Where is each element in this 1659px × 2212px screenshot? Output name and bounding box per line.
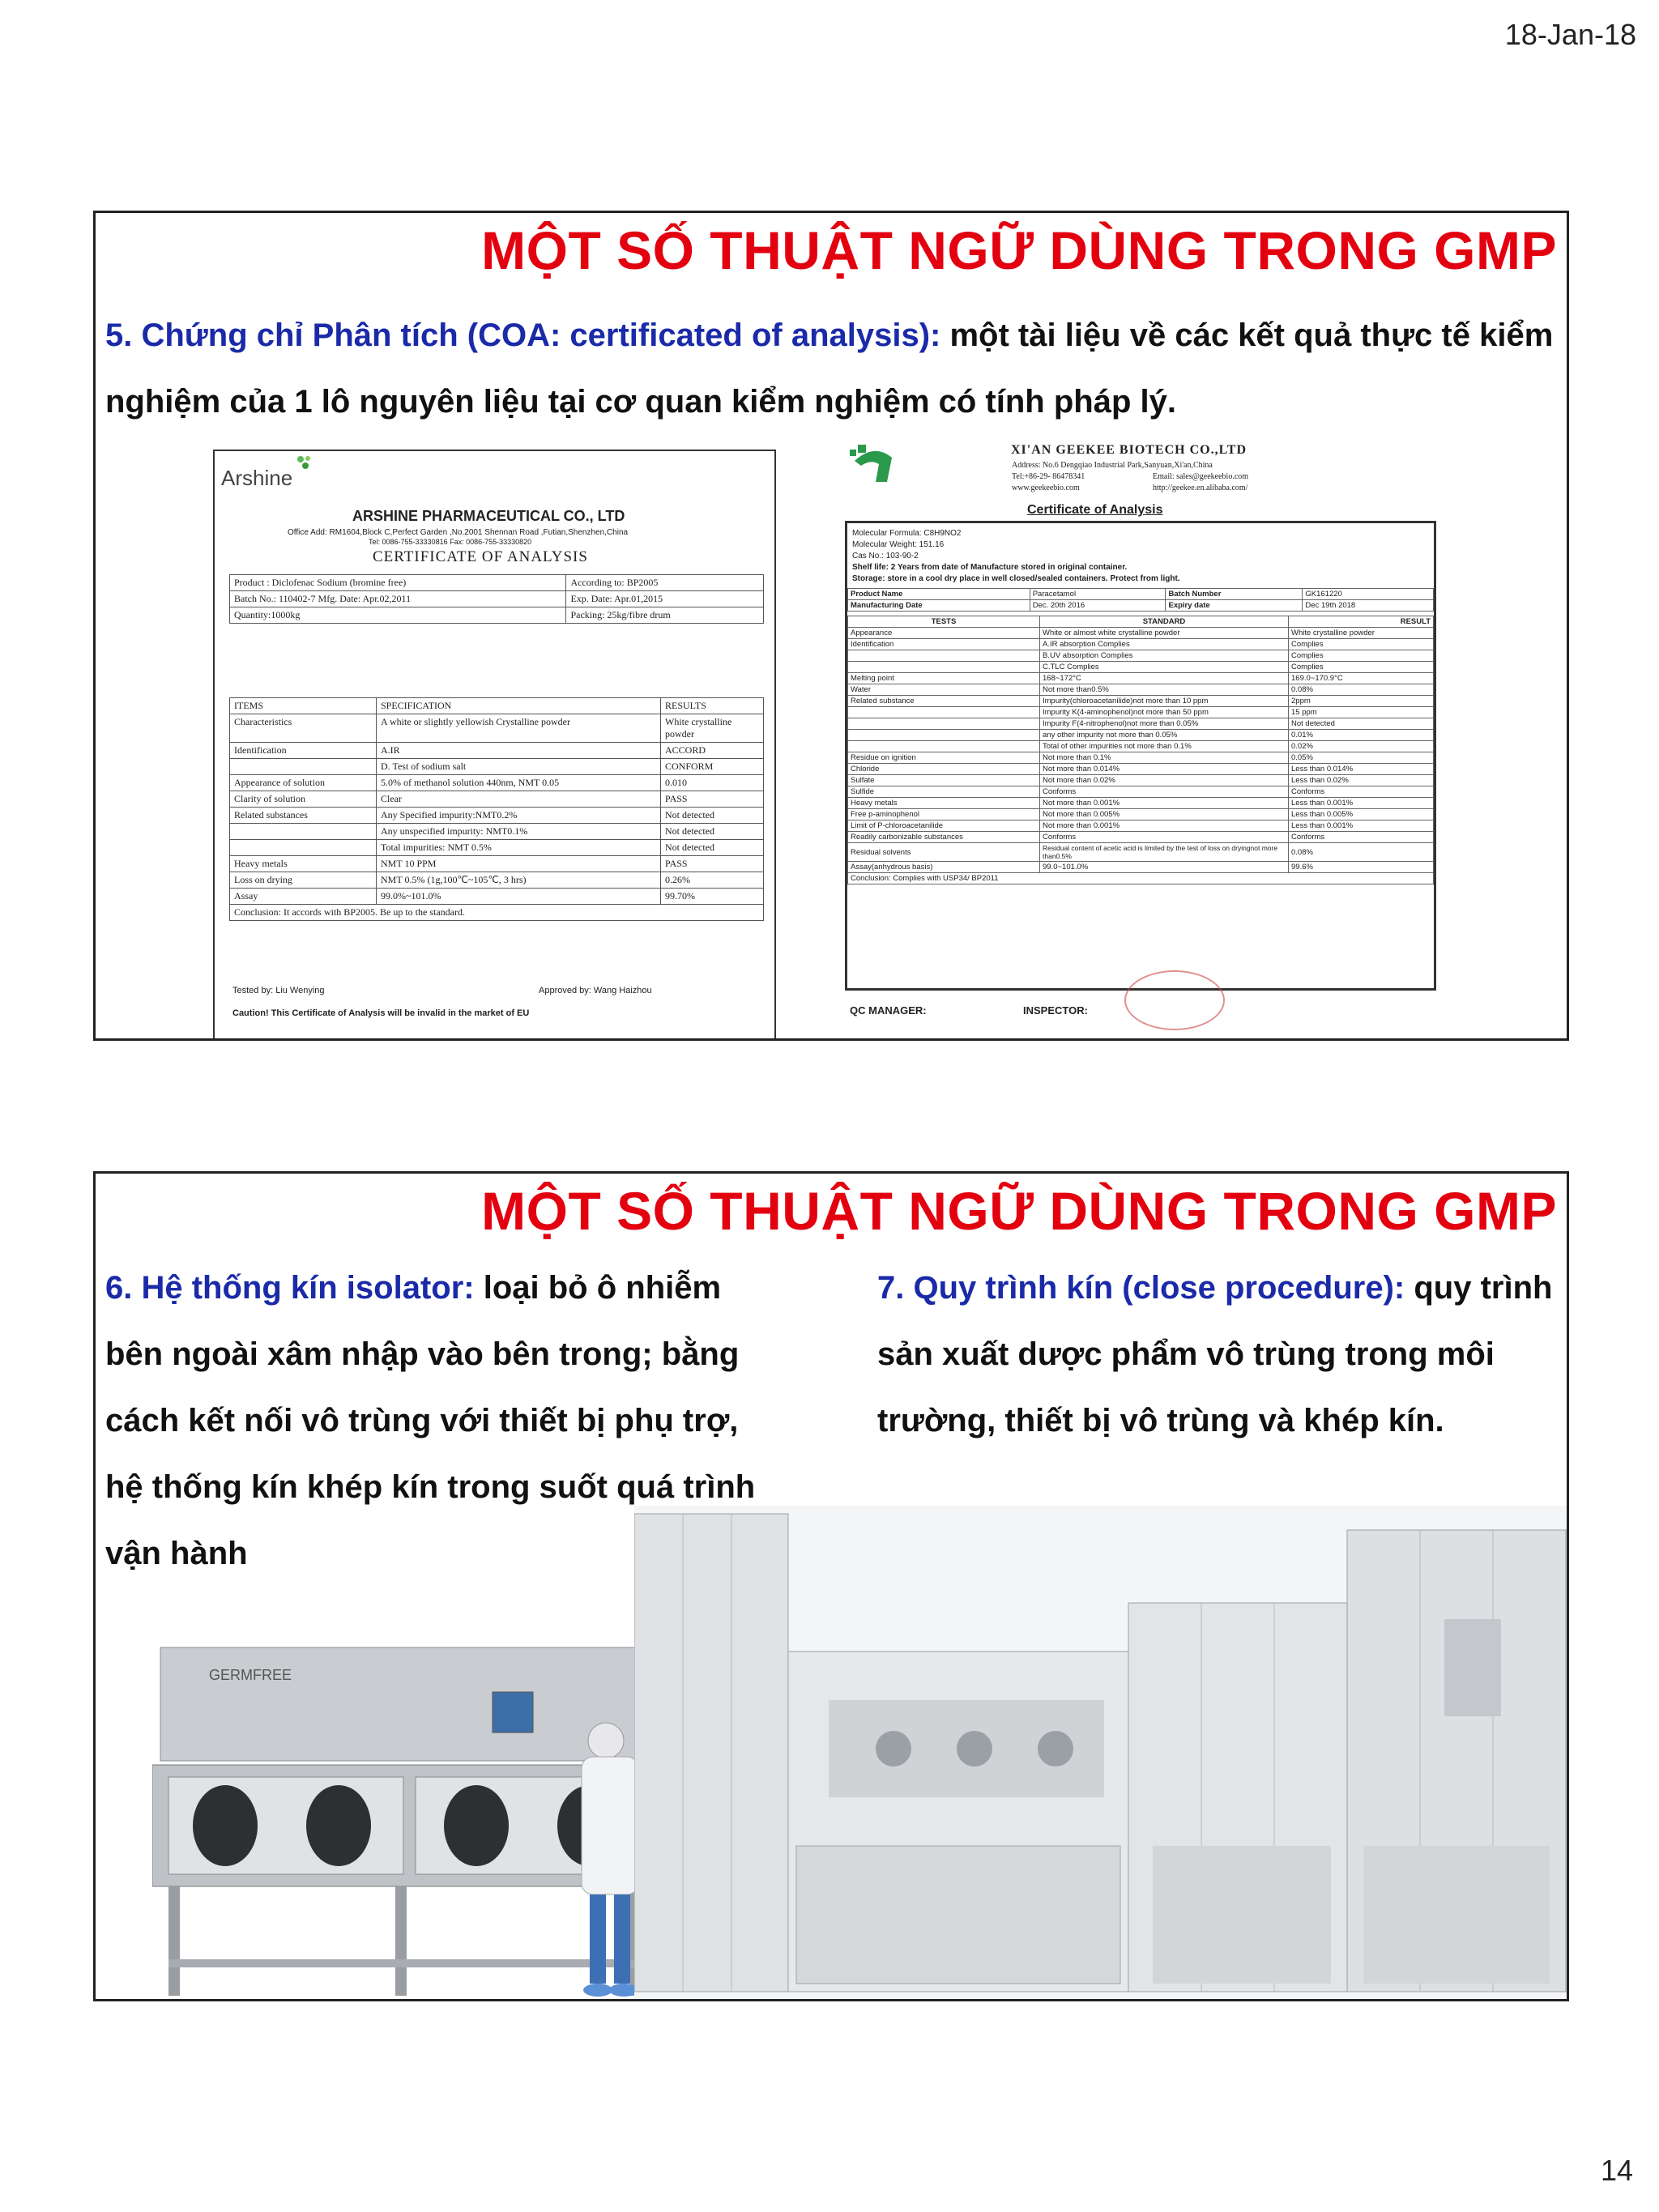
seal-stamp: [1124, 970, 1225, 1030]
coa2-heading: Certificate of Analysis: [1027, 503, 1163, 517]
table-row: [230, 591, 764, 607]
table-cell: Sulfide: [848, 786, 1040, 798]
table-cell: 0.08%: [1289, 843, 1434, 862]
table-cell: Batch No.: 110402-7 Mfg. Date: Apr.02,2011: [230, 591, 566, 607]
coa-tested-by: Tested by: Liu Wenying: [232, 986, 325, 995]
table-cell: PASS: [661, 791, 764, 808]
table-cell: White or almost white crystalline powder: [1040, 628, 1289, 639]
table-cell: White crystalline powder: [1289, 628, 1434, 639]
term-label: 6. Hệ thống kín isolator:: [105, 1270, 475, 1306]
table-cell: Appearance of solution: [230, 775, 377, 791]
table-row: [848, 696, 1434, 707]
table-cell: Assay: [230, 889, 377, 905]
table-cell: NMT 10 PPM: [377, 856, 661, 872]
table-cell: Dec. 20th 2016: [1030, 600, 1166, 612]
page-number: 14: [1600, 2154, 1633, 2187]
table-cell: CONFORM: [661, 759, 764, 775]
table-cell: Conclusion: It accords with BP2005. Be up to the standard.: [230, 905, 764, 921]
table-cell: Residual content of acetic acid is limited by the test of loss on dryingnot more than0.5%: [1040, 843, 1289, 862]
table-cell: Complies: [1289, 639, 1434, 650]
table-cell: Not more than 0.001%: [1040, 798, 1289, 809]
table-cell: Any Specified impurity:NMT0.2%: [377, 808, 661, 824]
geekee-logo-icon: [847, 441, 902, 490]
table-row: [230, 824, 764, 840]
table-cell: [230, 840, 377, 856]
table-cell: Sulfate: [848, 775, 1040, 786]
table-cell: [848, 718, 1040, 730]
coa-address: Office Add: RM1604,Block C,Perfect Garden ,No.2001 Shennan Road ,Futian,Shenzhen,China: [288, 528, 629, 537]
table-cell: Not more than 0.001%: [1040, 820, 1289, 832]
coa-approved-by: Approved by: Wang Haizhou: [539, 986, 652, 995]
table-row: [848, 673, 1434, 684]
table-cell: Characteristics: [230, 714, 377, 743]
term-definition: loại bỏ ô nhiễm bên ngoài xâm nhập vào bên trong; bằng cách kết nối vô trùng với thiết bị phụ trợ, hệ thống kín khép kín trong suốt quá trình vận hành: [105, 1270, 756, 1571]
table-row: [848, 764, 1434, 775]
table-cell: 169.0~170.9°C: [1289, 673, 1434, 684]
table-cell: Residual solvents: [848, 843, 1040, 862]
table-cell: NMT 0.5% (1g,100℃~105℃, 3 hrs): [377, 872, 661, 889]
coa-definition: [105, 302, 1563, 435]
table-row: [848, 662, 1434, 673]
table-cell: [848, 707, 1040, 718]
coa2-meta: [852, 528, 1180, 585]
table-cell: Assay(anhydrous basis): [848, 862, 1040, 873]
closed-production-line-illustration: [634, 1506, 1569, 2001]
table-row: [230, 905, 764, 921]
coa-document-geekee: [829, 440, 1533, 1039]
coa2-email: Email: sales@geekeebio.com: [1153, 472, 1249, 481]
table-cell: Manufacturing Date: [848, 600, 1030, 612]
table-cell: Less than 0.014%: [1289, 764, 1434, 775]
table-row: [848, 775, 1434, 786]
qc-manager-label: QC MANAGER:: [850, 1004, 927, 1016]
table-row: [848, 832, 1434, 843]
page-date: 18-Jan-18: [1504, 18, 1636, 51]
table-cell: Conforms: [1289, 786, 1434, 798]
coa-document-arshine: [213, 450, 776, 1041]
table-cell: [848, 650, 1040, 662]
table-cell: Melting point: [848, 673, 1040, 684]
table-cell: Chloride: [848, 764, 1040, 775]
table-cell: Exp. Date: Apr.01,2015: [566, 591, 764, 607]
table-cell: Heavy metals: [230, 856, 377, 872]
table-cell: Total of other impurities not more than 0.1%: [1040, 741, 1289, 752]
table-row: [848, 730, 1434, 741]
table-row: [230, 872, 764, 889]
table-cell: 99.0~101.0%: [1040, 862, 1289, 873]
table-row: [848, 786, 1434, 798]
coa2-results-table: [847, 588, 1434, 612]
table-cell: D. Test of sodium salt: [377, 759, 661, 775]
table-row: [230, 759, 764, 775]
table-cell: Readily carbonizable substances: [848, 832, 1040, 843]
meta-line: Molecular Formula: C8H9NO2: [852, 529, 962, 538]
table-cell: Related substances: [230, 808, 377, 824]
table-row: [848, 862, 1434, 873]
table-cell: Loss on drying: [230, 872, 377, 889]
table-cell: 99.70%: [661, 889, 764, 905]
slide-title: MỘT SỐ THUẬT NGỮ DÙNG TRONG GMP: [481, 1181, 1557, 1241]
term-label: 5. Chứng chỉ Phân tích (COA: certificated of analysis):: [105, 318, 941, 353]
table-row: [848, 820, 1434, 832]
table-header: RESULT: [1289, 616, 1434, 628]
table-cell: Product Name: [848, 589, 1030, 600]
table-cell: Limit of P-chloroacetanilide: [848, 820, 1040, 832]
table-cell: 0.010: [661, 775, 764, 791]
table-cell: [848, 662, 1040, 673]
table-cell: Not more than 0.005%: [1040, 809, 1289, 820]
coa2-web-alibaba: http://geekee.en.alibaba.com/: [1153, 484, 1248, 492]
table-cell: Heavy metals: [848, 798, 1040, 809]
table-cell: 0.26%: [661, 872, 764, 889]
table-cell: 2ppm: [1289, 696, 1434, 707]
meta-line: Molecular Weight: 151.16: [852, 540, 945, 549]
table-cell: Total impurities: NMT 0.5%: [377, 840, 661, 856]
coa-company: ARSHINE PHARMACEUTICAL CO., LTD: [352, 508, 625, 524]
table-cell: Free p-aminophenol: [848, 809, 1040, 820]
meta-line: Cas No.: 103-90-2: [852, 552, 919, 560]
table-header: RESULTS: [661, 698, 764, 714]
table-cell: Less than 0.001%: [1289, 820, 1434, 832]
coa-heading: CERTIFICATE OF ANALYSIS: [373, 548, 588, 565]
table-row: [848, 741, 1434, 752]
table-cell: 99.0%~101.0%: [377, 889, 661, 905]
coa-results-table: [229, 697, 764, 921]
table-row: [230, 607, 764, 624]
coa2-web: www.geekeebio.com: [1012, 484, 1080, 492]
coa-tel: Tel: 0086-755-33330816 Fax: 0086-755-33330820: [369, 538, 532, 546]
table-cell: 0.02%: [1289, 741, 1434, 752]
table-row: [848, 589, 1434, 600]
table-header-row: [230, 698, 764, 714]
table-cell: Not detected: [661, 808, 764, 824]
table-cell: Conclusion: Complies with USP34/ BP2011: [848, 873, 1434, 884]
leaf-icon: [296, 454, 313, 472]
coa2-address: Address: No.6 Dengqiao Industrial Park,Sanyuan,Xi'an,China: [1012, 461, 1213, 470]
table-row: [848, 628, 1434, 639]
table-cell: [848, 741, 1040, 752]
table-cell: Impurity(chloroacetanilide)not more than 10 ppm: [1040, 696, 1289, 707]
table-cell: Related substance: [848, 696, 1040, 707]
table-row: [848, 718, 1434, 730]
table-row: [848, 873, 1434, 884]
term-label: 7. Quy trình kín (close procedure):: [877, 1270, 1405, 1306]
table-header: TESTS: [848, 616, 1040, 628]
table-cell: Batch Number: [1166, 589, 1303, 600]
coa2-tel: Tel:+86-29- 86478341: [1012, 472, 1085, 481]
arshine-logo: Arshine: [221, 466, 293, 490]
table-cell: Impurity K(4-aminophenol)not more than 50 ppm: [1040, 707, 1289, 718]
table-header: ITEMS: [230, 698, 377, 714]
table-cell: 15 ppm: [1289, 707, 1434, 718]
table-cell: Dec 19th 2018: [1303, 600, 1434, 612]
table-cell: Conforms: [1040, 786, 1289, 798]
table-cell: Not more than0.5%: [1040, 684, 1289, 696]
table-row: [230, 856, 764, 872]
meta-line: Shelf life: 2 Years from date of Manufacture stored in original container.: [852, 563, 1128, 572]
table-cell: Clarity of solution: [230, 791, 377, 808]
table-cell: [848, 730, 1040, 741]
table-row: [848, 650, 1434, 662]
table-row: [848, 600, 1434, 612]
table-cell: Any unspecified impurity: NMT0.1%: [377, 824, 661, 840]
slide-coa: [93, 211, 1569, 1041]
table-cell: 0.01%: [1289, 730, 1434, 741]
table-row: [848, 843, 1434, 862]
table-cell: Residue on ignition: [848, 752, 1040, 764]
table-cell: Expiry date: [1166, 600, 1303, 612]
isolator-illustration: [152, 1643, 703, 2000]
table-cell: Not detected: [661, 824, 764, 840]
table-cell: Paracetamol: [1030, 589, 1166, 600]
table-cell: Less than 0.001%: [1289, 798, 1434, 809]
table-cell: PASS: [661, 856, 764, 872]
coa-info-table: [229, 574, 764, 624]
slide-closed-systems: [93, 1171, 1569, 2001]
table-row: [848, 639, 1434, 650]
coa2-tests-table: [847, 616, 1434, 884]
table-cell: ACCORD: [661, 743, 764, 759]
table-cell: A.IR absorption Complies: [1040, 639, 1289, 650]
table-cell: [230, 759, 377, 775]
table-cell: 5.0% of methanol solution 440nm, NMT 0.05: [377, 775, 661, 791]
meta-line: Storage: store in a cool dry place in well closed/sealed containers. Protect from light.: [852, 574, 1180, 583]
coa2-content-box: [845, 521, 1436, 991]
table-cell: White crystalline powder: [661, 714, 764, 743]
table-cell: B.UV absorption Complies: [1040, 650, 1289, 662]
table-row: [230, 575, 764, 591]
table-row: [230, 714, 764, 743]
table-row: [230, 791, 764, 808]
term-definition: quy trình sản xuất dược phẩm vô trùng trong môi trường, thiết bị vô trùng và khép kín.: [877, 1270, 1553, 1438]
table-row: [848, 707, 1434, 718]
table-cell: Identification: [848, 639, 1040, 650]
table-cell: Product : Diclofenac Sodium (bromine free): [230, 575, 566, 591]
table-cell: Not more than 0.02%: [1040, 775, 1289, 786]
table-cell: any other impurity not more than 0.05%: [1040, 730, 1289, 741]
table-row: [848, 752, 1434, 764]
table-row: [230, 775, 764, 791]
table-cell: A.IR: [377, 743, 661, 759]
table-cell: 168~172°C: [1040, 673, 1289, 684]
coa-caution: Caution! This Certificate of Analysis will be invalid in the market of EU: [232, 1008, 530, 1018]
table-cell: 0.05%: [1289, 752, 1434, 764]
table-cell: According to: BP2005: [566, 575, 764, 591]
table-cell: Quantity:1000kg: [230, 607, 566, 624]
table-cell: Conforms: [1289, 832, 1434, 843]
table-cell: Complies: [1289, 650, 1434, 662]
coa2-company: XI'AN GEEKEE BIOTECH CO.,LTD: [1011, 443, 1247, 457]
table-row: [848, 684, 1434, 696]
table-cell: Less than 0.02%: [1289, 775, 1434, 786]
table-row: [230, 808, 764, 824]
table-cell: 99.6%: [1289, 862, 1434, 873]
term-definition: một tài liệu về các kết quả thực tế kiểm nghiệm của 1 lô nguyên liệu tại cơ quan kiểm nghiệm có tính pháp lý.: [105, 318, 1554, 420]
slide-title: MỘT SỐ THUẬT NGỮ DÙNG TRONG GMP: [481, 220, 1557, 280]
table-header: STANDARD: [1040, 616, 1289, 628]
table-cell: Water: [848, 684, 1040, 696]
table-cell: GK161220: [1303, 589, 1434, 600]
table-cell: Identification: [230, 743, 377, 759]
table-cell: Impurity F(4-nitrophenol)not more than 0.05%: [1040, 718, 1289, 730]
table-cell: Not more than 0.1%: [1040, 752, 1289, 764]
table-cell: Clear: [377, 791, 661, 808]
inspector-label: INSPECTOR:: [1023, 1004, 1088, 1016]
table-cell: Complies: [1289, 662, 1434, 673]
table-cell: A white or slightly yellowish Crystalline powder: [377, 714, 661, 743]
table-cell: 0.08%: [1289, 684, 1434, 696]
table-row: [848, 809, 1434, 820]
table-row: [230, 840, 764, 856]
table-cell: Not detected: [1289, 718, 1434, 730]
table-header: SPECIFICATION: [377, 698, 661, 714]
table-cell: Less than 0.005%: [1289, 809, 1434, 820]
table-header-row: [848, 616, 1434, 628]
close-procedure-definition: [877, 1255, 1566, 1454]
table-cell: Packing: 25kg/fibre drum: [566, 607, 764, 624]
table-cell: Not more than 0.014%: [1040, 764, 1289, 775]
table-row: [230, 889, 764, 905]
isolator-brand: GERMFREE: [209, 1667, 292, 1683]
table-row: [848, 798, 1434, 809]
table-cell: C.TLC Complies: [1040, 662, 1289, 673]
table-cell: Conforms: [1040, 832, 1289, 843]
table-cell: [230, 824, 377, 840]
table-cell: Not detected: [661, 840, 764, 856]
table-row: [230, 743, 764, 759]
table-cell: Appearance: [848, 628, 1040, 639]
